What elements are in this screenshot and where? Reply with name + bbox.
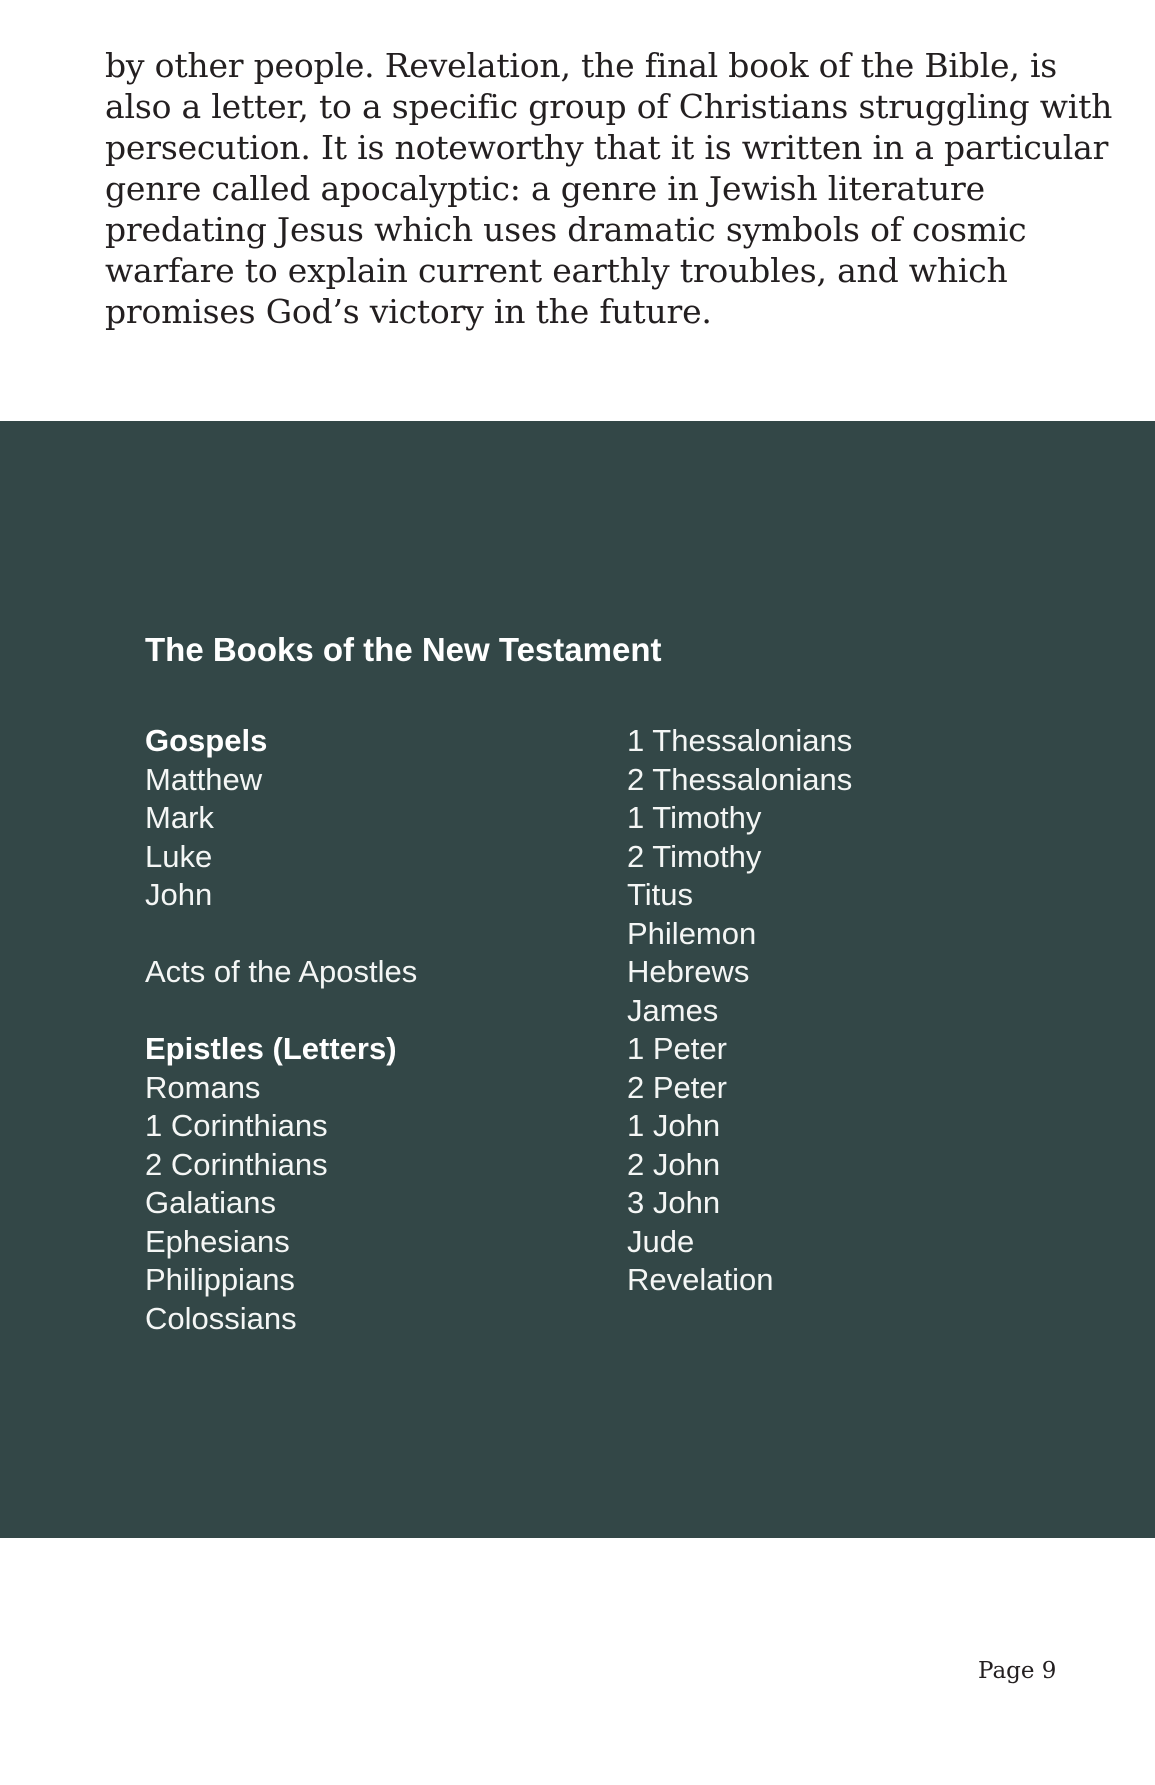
spacer: [145, 992, 417, 1031]
book-item: Luke: [145, 838, 213, 874]
book-item: Matthew: [145, 761, 263, 797]
book-item: John: [145, 877, 213, 912]
page-number: Page 9: [978, 1658, 1057, 1684]
book-item: Ephesians: [145, 1223, 290, 1259]
panel-title: The Books of the New Testament: [145, 631, 662, 668]
intro-line: genre called apocalyptic: a genre in Jewish literature: [105, 169, 985, 208]
book-item: 2 Thessalonians: [627, 761, 853, 797]
epistles-heading: Epistles (Letters): [145, 1031, 397, 1066]
book-item: Colossians: [145, 1300, 297, 1336]
intro-line: promises God’s victory in the future.: [105, 292, 712, 331]
book-item: Revelation: [627, 1262, 774, 1297]
intro-paragraph: [105, 45, 1113, 332]
book-item: Philemon: [627, 915, 757, 951]
book-item: 1 Peter: [627, 1031, 727, 1066]
books-column-right: [627, 722, 852, 1300]
gospels-heading: Gospels: [145, 723, 268, 758]
book-item: 1 Thessalonians: [627, 723, 853, 758]
intro-line: persecution. It is noteworthy that it is written in a particular: [105, 128, 1109, 167]
book-item: 2 Corinthians: [145, 1146, 328, 1182]
book-item: Mark: [145, 800, 214, 835]
book-item: Philippians: [145, 1262, 295, 1297]
acts-item: Acts of the Apostles: [145, 954, 418, 989]
book-item: 2 Peter: [627, 1069, 727, 1105]
book-item: 1 Timothy: [627, 800, 762, 835]
book-item: Titus: [627, 877, 694, 912]
book-item: 2 John: [627, 1146, 721, 1182]
intro-line: warfare to explain current earthly troubles, and which: [105, 251, 1008, 290]
intro-line: by other people. Revelation, the final book of the Bible, is: [105, 46, 1058, 85]
book-item: 3 John: [627, 1185, 721, 1220]
book-item: Hebrews: [627, 954, 750, 989]
book-item: Jude: [627, 1223, 695, 1259]
spacer: [145, 915, 417, 954]
book-item: Galatians: [145, 1185, 276, 1220]
book-item: 2 Timothy: [627, 838, 762, 874]
book-item: Romans: [145, 1069, 261, 1105]
book-item: James: [627, 992, 719, 1028]
intro-line: predating Jesus which uses dramatic symbols of cosmic: [105, 210, 1027, 249]
books-column-left: [145, 722, 417, 1338]
book-item: 1 Corinthians: [145, 1108, 328, 1143]
book-item: 1 John: [627, 1108, 721, 1143]
intro-line: also a letter, to a specific group of Christians struggling with: [105, 87, 1113, 126]
